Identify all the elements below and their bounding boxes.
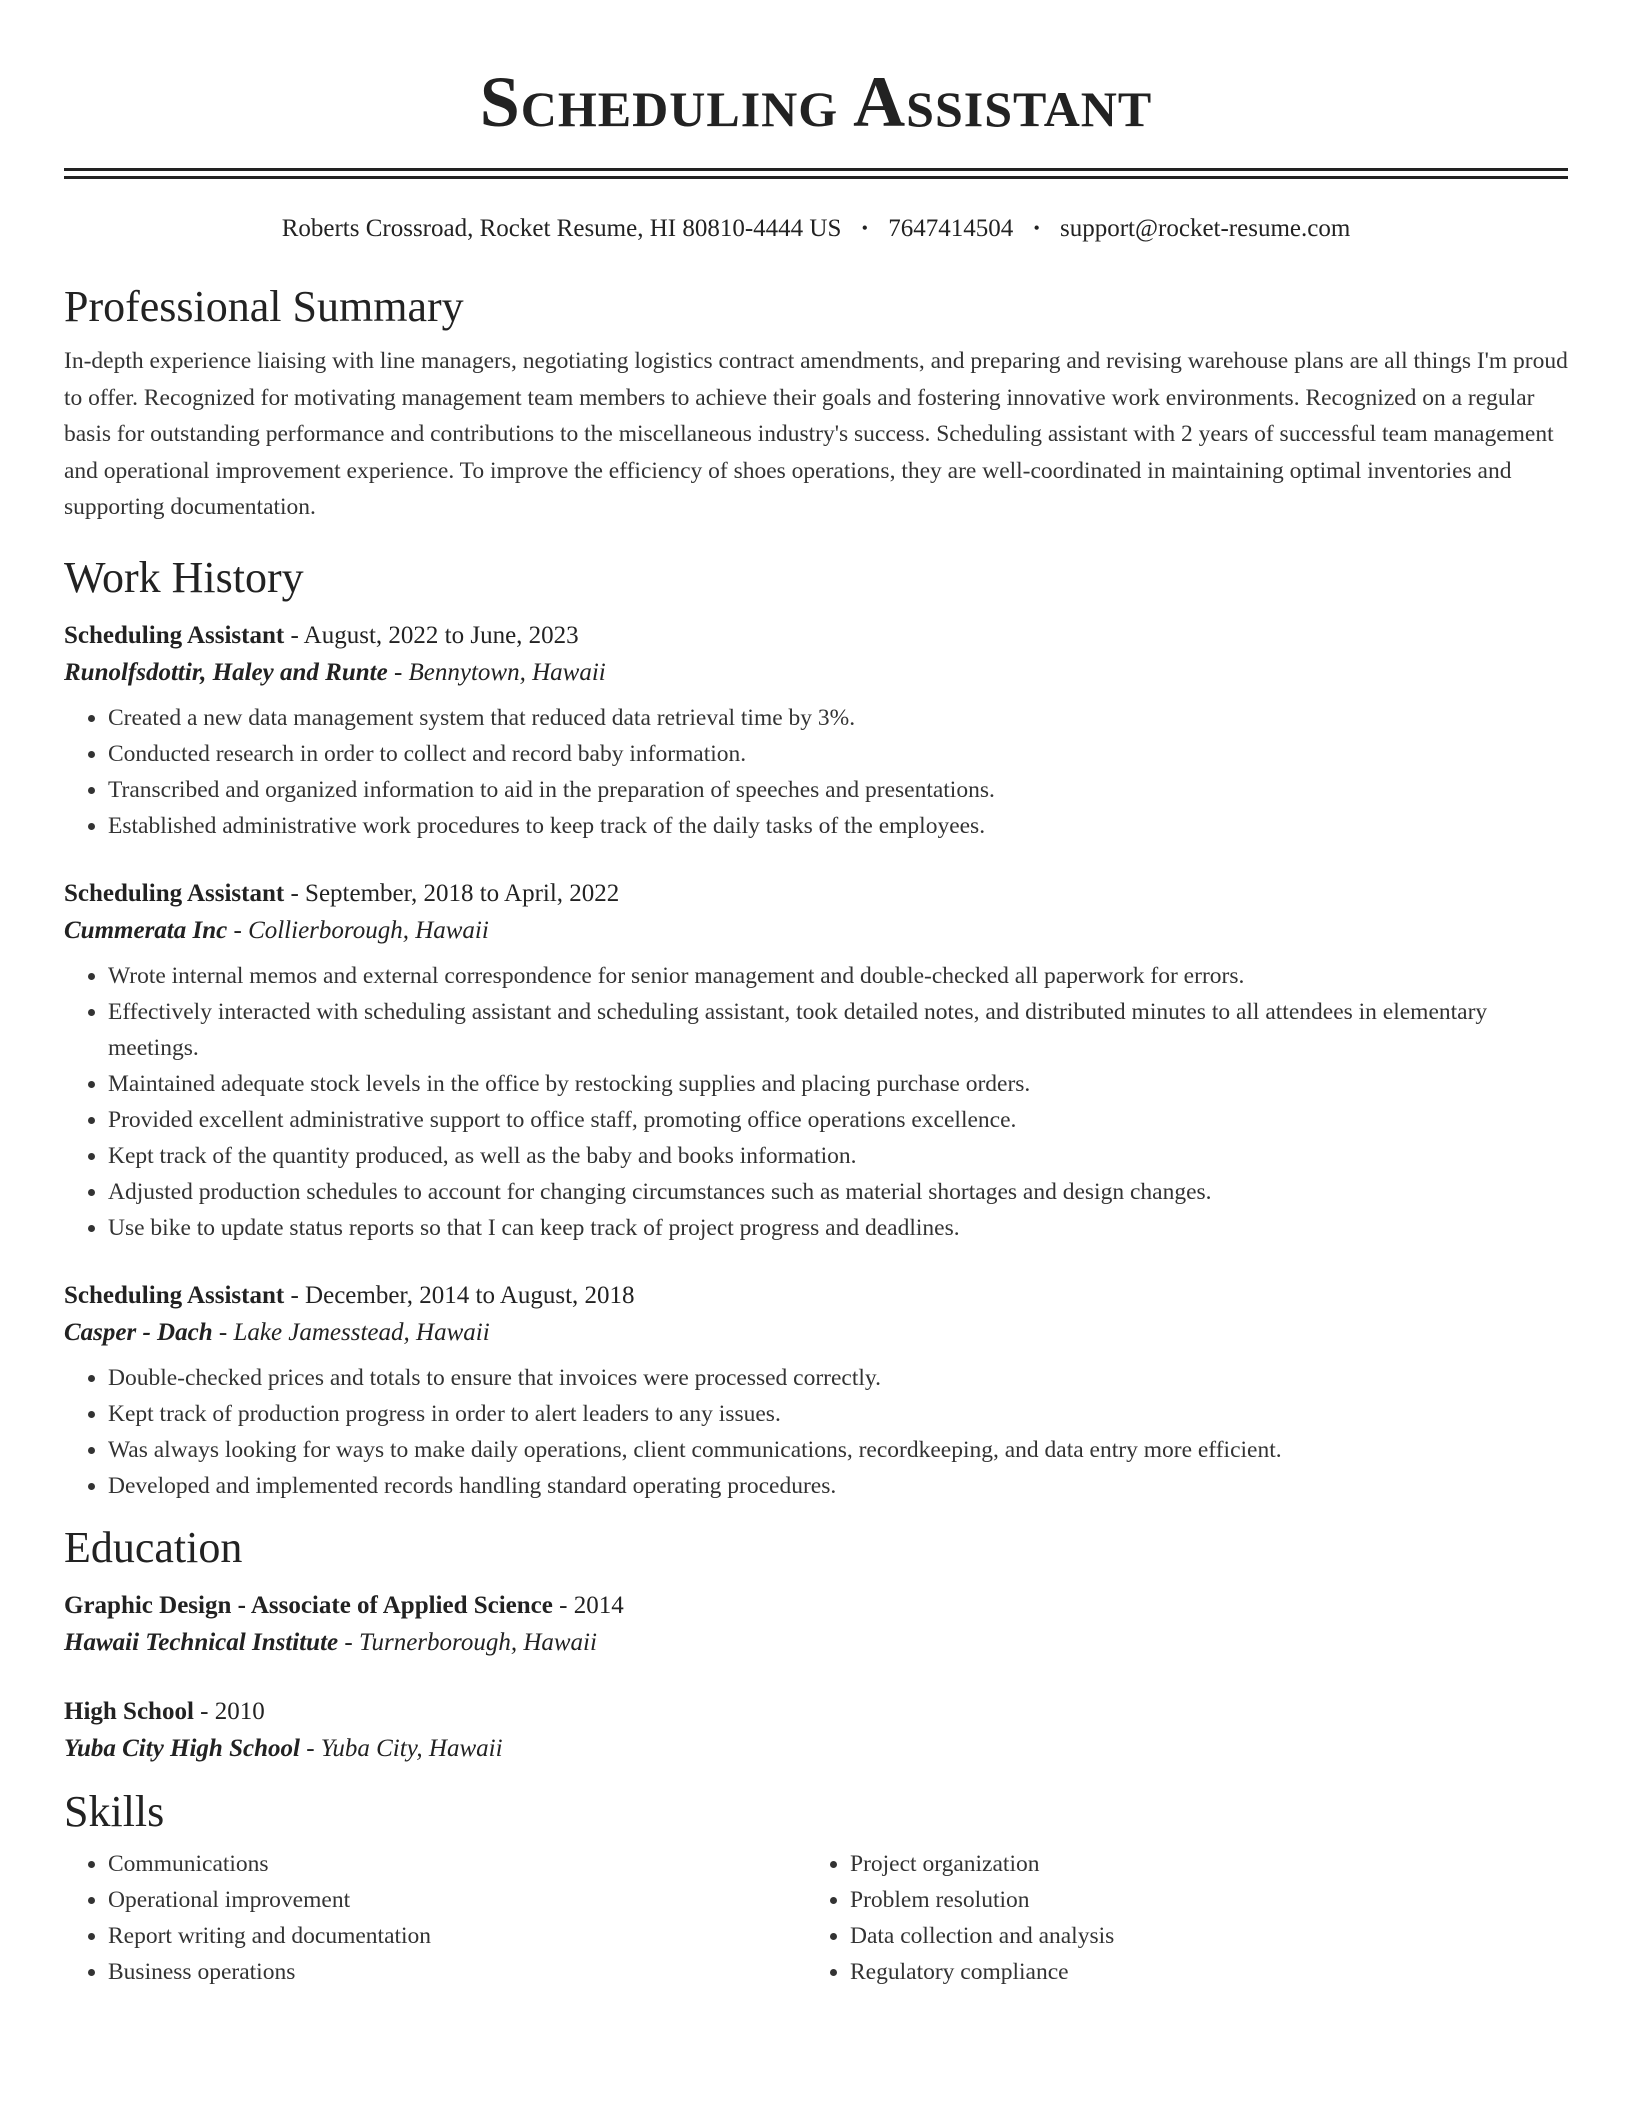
resume-title: Scheduling Assistant (479, 62, 1153, 142)
job-entry (64, 876, 1568, 1246)
education-location: Yuba City, Hawaii (320, 1734, 503, 1762)
job-bullets (64, 1360, 1568, 1504)
job-dates: August, 2022 to June, 2023 (303, 621, 579, 649)
list-item: • Adjusted production schedules to account for changing circumstances such as material shortages and design changes. (108, 1174, 1568, 1210)
skills-column-right (806, 1846, 1548, 1990)
education-location: Turnerborough, Hawaii (358, 1628, 597, 1656)
job-company: Casper - Dach (64, 1318, 213, 1346)
job-title: Scheduling Assistant (64, 621, 285, 649)
job-location: Collierborough, Hawaii (248, 916, 489, 944)
list-item: • Kept track of production progress in order to alert leaders to any issues. (108, 1396, 1568, 1432)
contact-phone: 7647414504 (888, 215, 1014, 242)
title-double-rule (64, 168, 1568, 179)
job-company: Runolfsdottir, Haley and Runte (64, 658, 388, 686)
education-year: 2014 (573, 1591, 624, 1619)
contact-separator: • (1033, 218, 1040, 238)
section-heading-education: Education (64, 1522, 243, 1572)
education-school: Yuba City High School (64, 1734, 300, 1762)
skills-column-left (64, 1846, 806, 1990)
skill-item: • Communications (108, 1846, 806, 1882)
education-heading: High School - 2010 (64, 1697, 265, 1725)
skill-item: • Problem resolution (850, 1882, 1548, 1918)
education-year: 2010 (214, 1697, 265, 1725)
job-bullets (64, 958, 1568, 1246)
list-item: • Established administrative work procedures to keep track of the daily tasks of the employees. (108, 808, 1568, 844)
education-entry (64, 1694, 1568, 1768)
section-heading-summary: Professional Summary (64, 282, 464, 331)
list-item: • Double-checked prices and totals to ensure that invoices were processed correctly. (108, 1360, 1568, 1396)
job-company-line: Cummerata Inc - Collierborough, Hawaii (64, 916, 489, 944)
job-entry (64, 618, 1568, 844)
section-heading-skills: Skills (64, 1786, 165, 1836)
job-heading: Scheduling Assistant - August, 2022 to June, 2023 (64, 621, 579, 649)
contact-address: Roberts Crossroad, Rocket Resume, HI 80810-4444 US (281, 215, 842, 242)
skill-item: • Project organization (850, 1846, 1548, 1882)
skill-item: • Regulatory compliance (850, 1954, 1548, 1990)
section-heading-work-history: Work History (64, 552, 304, 602)
list-item: • Use bike to update status reports so that I can keep track of project progress and deadlines. (108, 1210, 1568, 1246)
job-heading: Scheduling Assistant - December, 2014 to August, 2018 (64, 1281, 635, 1309)
skill-item: • Data collection and analysis (850, 1918, 1548, 1954)
job-title: Scheduling Assistant (64, 879, 285, 907)
contact-separator: • (861, 218, 868, 238)
job-company: Cummerata Inc (64, 916, 228, 944)
job-company-line: Casper - Dach - Lake Jamesstead, Hawaii (64, 1318, 490, 1346)
job-location: Lake Jamesstead, Hawaii (233, 1318, 490, 1346)
list-item: • Was always looking for ways to make daily operations, client communications, recordkeeping, and data entry more efficient. (108, 1432, 1568, 1468)
list-item: • Provided excellent administrative support to office staff, promoting office operations excellence. (108, 1102, 1568, 1138)
education-degree: High School (64, 1697, 194, 1725)
education-degree: Graphic Design - Associate of Applied Science (64, 1591, 553, 1619)
list-item: • Maintained adequate stock levels in the office by restocking supplies and placing purchase orders. (108, 1066, 1568, 1102)
job-dates: September, 2018 to April, 2022 (305, 879, 620, 907)
job-title: Scheduling Assistant (64, 1281, 285, 1309)
list-item: • Wrote internal memos and external correspondence for senior management and double-checked all paperwork for errors. (108, 958, 1568, 994)
list-item: • Transcribed and organized information to aid in the preparation of speeches and presentations. (108, 772, 1568, 808)
list-item: • Conducted research in order to collect and record baby information. (108, 736, 1568, 772)
skills-list-right (806, 1846, 1548, 1990)
list-item: • Effectively interacted with scheduling assistant and scheduling assistant, took detailed notes, and distributed minutes to all attendees in elementary meetings. (108, 994, 1568, 1066)
job-bullets (64, 700, 1568, 844)
list-item: • Developed and implemented records handling standard operating procedures. (108, 1468, 1568, 1504)
skills-grid (64, 1846, 1568, 1990)
list-item: • Kept track of the quantity produced, as well as the baby and books information. (108, 1138, 1568, 1174)
education-school-line: Yuba City High School - Yuba City, Hawaii (64, 1734, 503, 1762)
job-heading: Scheduling Assistant - September, 2018 to April, 2022 (64, 879, 620, 907)
education-school: Hawaii Technical Institute (64, 1628, 339, 1656)
job-entry (64, 1278, 1568, 1504)
contact-email: support@rocket-resume.com (1060, 215, 1351, 242)
job-company-line: Runolfsdottir, Haley and Runte - Bennytown, Hawaii (64, 658, 606, 686)
education-entry (64, 1588, 1568, 1662)
education-heading: Graphic Design - Associate of Applied Science - 2014 (64, 1591, 624, 1619)
job-dates: December, 2014 to August, 2018 (305, 1281, 635, 1309)
skill-item: • Business operations (108, 1954, 806, 1990)
skills-list-left (64, 1846, 806, 1990)
education-school-line: Hawaii Technical Institute - Turnerborough, Hawaii (64, 1628, 597, 1656)
list-item: • Created a new data management system that reduced data retrieval time by 3%. (108, 700, 1568, 736)
job-location: Bennytown, Hawaii (408, 658, 606, 686)
skill-item: • Operational improvement (108, 1882, 806, 1918)
summary-text: In-depth experience liaising with line managers, negotiating logistics contract amendments, and preparing and revising warehouse plans are all things I'm proud to offer. Recognized for motivating management team members to achieve their goals and fostering innovative work environments. Recognized on a regular basis for outstanding performance and contributions to the miscellaneous industry's success. Scheduling assistant with 2 years of successful team management and operational improvement experience. To improve the efficiency of shoes operations, they are well-coordinated in maintaining optimal inventories and supporting documentation. (64, 348, 1568, 520)
contact-line (64, 213, 1568, 244)
skill-item: • Report writing and documentation (108, 1918, 806, 1954)
